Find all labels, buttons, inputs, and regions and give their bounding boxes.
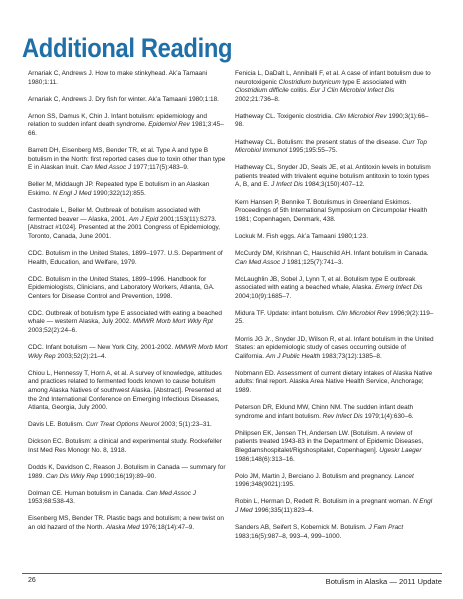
reference-journal: Curr Treat Options Neurol (85, 421, 160, 429)
reference-entry (28, 96, 228, 105)
reference-text: colitis. (288, 87, 311, 95)
reference-text: Dolman CE. Human botulism in Canada. (28, 489, 146, 497)
reference-text: Sanders AB, Seifert S, Kobernick M. Botulism. (235, 524, 369, 532)
reference-text: 2003; 5(1):23–31. (159, 421, 212, 429)
reference-journal: Can Med Assoc J (145, 489, 196, 497)
reference-entry (28, 276, 228, 302)
reference-journal: Clostridium butyricum (278, 78, 341, 86)
reference-entry (28, 490, 228, 507)
reference-text: Robin L, Herman D, Redett R. Botulism in a pregnant woman. (235, 498, 413, 506)
right-column (235, 70, 435, 550)
reference-text: Davis LE. Botulism. (28, 421, 86, 429)
reference-journal: Can Med Assoc J (80, 164, 132, 172)
reference-entry (235, 370, 435, 396)
running-title: Botulism in Alaska — 2011 Update (325, 577, 442, 586)
reference-entry (28, 310, 228, 336)
footer-rule (22, 573, 442, 574)
reference-text: McLaughlin JB, Sobel J, Lynn T, et al. Botulism type E outbreak associated with eating a beached whale, Alaska. (235, 275, 416, 292)
reference-journal: Clin Microbiol Rev (334, 112, 387, 120)
reference-journal: Rev Infect Dis (322, 412, 363, 420)
reference-entry (235, 70, 435, 104)
reference-text: Polo JM, Martin J, Berciano J. Botulism and pregnancy. (235, 472, 395, 480)
reference-entry (28, 147, 228, 173)
reference-entry (28, 370, 228, 413)
reference-text: 1990;3(1):66–98. (235, 112, 429, 129)
reference-entry (28, 344, 228, 361)
reference-text: 2002;21:736–8. (235, 95, 280, 103)
reference-text: 1996;335(11):823–4. (252, 506, 314, 514)
reference-journal: Can Med Assoc J (235, 258, 286, 266)
reference-entry (235, 113, 435, 130)
reference-journal: N Engl J Med (52, 189, 92, 197)
reference-text: Philipsen EK, Jensen TH, Andersen LW. [Botulism. A review of patients treated 1943-83 in the Department of Epidemic Diseases, Blegdamshospitalet/Rigshospitalet, Copenhagen]. (235, 429, 424, 454)
reference-text: 2001;153(11):S273. [Abstract #1024]. Presented at the 2001 Congress of Epidemiology, Toronto, Canada, June 2001. (28, 215, 221, 240)
reference-journal: Alaska Med (106, 524, 140, 532)
reference-text: Midura TF. Update: infant botulism. (235, 309, 337, 317)
reference-text: Beller M, Middaugh JP. Repeated type E botulism in an Alaskan Eskimo. (28, 181, 210, 197)
reference-text: CDC. Infant botulism — New York City, 2001-2002. (28, 344, 175, 352)
reference-text: 1983;16(5):987–8, 993–4, 999–1000. (235, 532, 342, 540)
reference-text: Hatheway CL. Botulism: the present status of the disease. (235, 138, 403, 146)
reference-journal: Clostridium difficile (235, 87, 289, 95)
reference-text: 1976;18(14):47–9. (139, 524, 195, 532)
reference-text: Barrett DH, Eisenberg MS, Bender TR, et al. Type A and type B botulism in the North: first reported cases due to toxin other than type E in Alaskan Inuit. (28, 147, 226, 172)
reference-entry (235, 310, 435, 327)
reference-journal: Am J Public Health (265, 352, 321, 360)
reference-text: CDC. Botulism in the United States, 1899–1977. U.S. Department of Health, Education, and Welfare, 1979. (28, 249, 223, 266)
reference-entry (235, 164, 435, 190)
reference-entry (235, 336, 435, 362)
reference-text: 1981;125(7):741–3. (285, 258, 344, 266)
reference-text: Lockuk M. Fish eggs. Ak’a Tamaani 1980;1:23. (235, 232, 368, 240)
reference-journal: J Fam Pract (368, 524, 404, 532)
reference-journal: J Infect Dis (271, 181, 303, 189)
reference-text: 1981;3:45–66. (28, 121, 224, 137)
reference-text: 1990;322(12):855. (91, 189, 146, 197)
reference-text: 2003;52(2):24–6. (28, 327, 78, 335)
reference-text: 1953;68:538-43. (28, 498, 75, 506)
reference-journal: Curr Top Microbiol Immunol (235, 138, 427, 155)
reference-text: Fenicia L, DaDalt L, Anniballi F, et al. A case of infant botulism due to neurotoxigenic (235, 70, 431, 86)
reference-entry (235, 250, 435, 267)
reference-text: 1995;195:55–75. (287, 147, 338, 155)
reference-entry (28, 113, 228, 139)
reference-text: Peterson DR, Eklund MW, Chinn NM. The sudden infant death syndrome and infant botulism. (235, 404, 414, 420)
reference-entry (235, 473, 435, 490)
reference-entry (28, 250, 228, 267)
reference-text: Arnariak C, Andrews J. Dry fish for winter. Ak’a Tamaani 1980;1:18. (28, 95, 219, 103)
reference-journal: Eur J Clin Microbiol Infect Dis (310, 87, 395, 95)
reference-text: Hatheway CL. Toxigenic clostridia. (235, 112, 335, 120)
reference-text: 1996;348(9021):195. (235, 481, 295, 489)
reference-entry (235, 233, 435, 242)
reference-entry (235, 430, 435, 464)
reference-text: 2004;10(9):1685–7. (235, 292, 292, 300)
reference-text: 1977;117(5):483–9. (131, 164, 189, 172)
reference-entry (28, 464, 228, 481)
left-column (28, 70, 228, 541)
reference-entry (235, 199, 435, 225)
reference-journal: Can Dis Wkly Rep (45, 472, 99, 480)
reference-text: 1986;148(6):313–16. (235, 455, 295, 463)
reference-text: Arnariak C, Andrews J. How to make stinkyhead. Ak’a Tamaani 1980;1:11. (28, 70, 208, 86)
page-title: Additional Reading (22, 33, 233, 63)
reference-text: Dickson EC. Botulism: a clinical and experimental study. Rockefeller Inst Med Res Monogr No. 8, 1918. (28, 438, 222, 454)
reference-entry (28, 421, 228, 430)
reference-entry (28, 438, 228, 455)
reference-journal: MMWR Morb Mort Wkly Rep (28, 344, 228, 360)
reference-journal: Am J Epid (128, 215, 159, 223)
reference-entry (28, 70, 228, 87)
reference-text: 1979;1(4):630–6. (362, 412, 414, 420)
reference-text: Kern Hansen P, Bennike T. Botulismus in Greenland Eskimos. Proceedings of 5th International Symposium on Circumpolar Health 1981; Copenhagen, Denmark, 438. (235, 198, 428, 223)
reference-journal: Epidemiol Rev (148, 121, 190, 129)
reference-text: Eisenberg MS, Bender TR. Plastic bags and botulism; a new twist on an old hazard of the North. (28, 515, 224, 532)
reference-text: CDC. Outbreak of botulism type E associated with eating a beached whale — western Alaska, July 2002. (28, 309, 222, 326)
page-number: 26 (28, 577, 36, 584)
reference-text: Morris JG Jr., Snyder JD, Wilson R, et al. Infant botulism in the United States: an epidemiologic study of cases occurring outside of California. (235, 335, 434, 360)
reference-entry (235, 404, 435, 421)
reference-journal: Clin Microbiol Rev (336, 309, 389, 317)
reference-journal: Lancet (394, 472, 414, 480)
reference-text: CDC. Botulism in the United States, 1899–1996. Handbook for Epidemiologists, Clinicians, and Laboratory Workers, Atlanta, GA. Centers for Disease Control and Prevention, 1998. (28, 275, 215, 300)
reference-text: Chiou L, Hennessy T, Horn A, et al. A survey of knowledge, attitudes and practices related to fermented foods known to cause botulism among Alaska Natives of southwest Alaska. [Abstract]. Presented at the 2nd International Conference on Emerging Infectious Diseases, Atlanta, Georgia, July 2000. (28, 369, 222, 412)
reference-entry (235, 524, 435, 541)
reference-text: 1983;73(12):1385–8. (320, 352, 382, 360)
reference-text: Nobmann ED. Assessment of current dietary intakes of Alaska Native adults: final report. Alaska Area Native Health Service, Anchorage; 1989. (235, 369, 433, 395)
reference-entry (235, 498, 435, 515)
reference-journal: N Engl J Med (235, 498, 433, 514)
reference-entry (28, 181, 228, 198)
reference-text: type E associated with (340, 78, 407, 86)
reference-journal: Emerg Infect Dis (374, 284, 423, 292)
reference-text: 1996;9(2):119–25. (235, 309, 434, 326)
reference-entry (235, 276, 435, 302)
reference-text: Arnon SS, Damus K, Chin J. Infant botulism: epidemiology and relation to sudden infant death syndrome. (28, 112, 207, 129)
reference-journal: MMWR Morb Mort Wkly Rpt (132, 318, 213, 326)
reference-text: Dodds K, Davidson C, Reason J. Botulism in Canada — summary for 1989. (28, 464, 226, 480)
reference-text: 1990;16(19):89–90. (98, 472, 157, 480)
reference-text: 2003;52(2):21–4. (55, 352, 107, 360)
reference-text: 1984;3(150):407–12. (303, 181, 365, 189)
reference-text: Castrodale L, Beller M. Outbreak of botulism associated with fermented beaver — Alaska, 2001. (28, 207, 201, 223)
reference-text: Hatheway CL, Snyder JD, Seals JE, et al. Antitoxin levels in botulism patients treated with trivalent equine botulism antitoxin to toxin types A, B, and E. (235, 164, 431, 189)
reference-journal: Ugeskr Laeger (379, 447, 422, 454)
reference-entry (28, 515, 228, 532)
reference-entry (28, 207, 228, 241)
reference-entry (235, 139, 435, 156)
reference-text: McCurdy DM, Krishnan C, Hauschild AH. Infant botulism in Canada. (235, 249, 429, 257)
